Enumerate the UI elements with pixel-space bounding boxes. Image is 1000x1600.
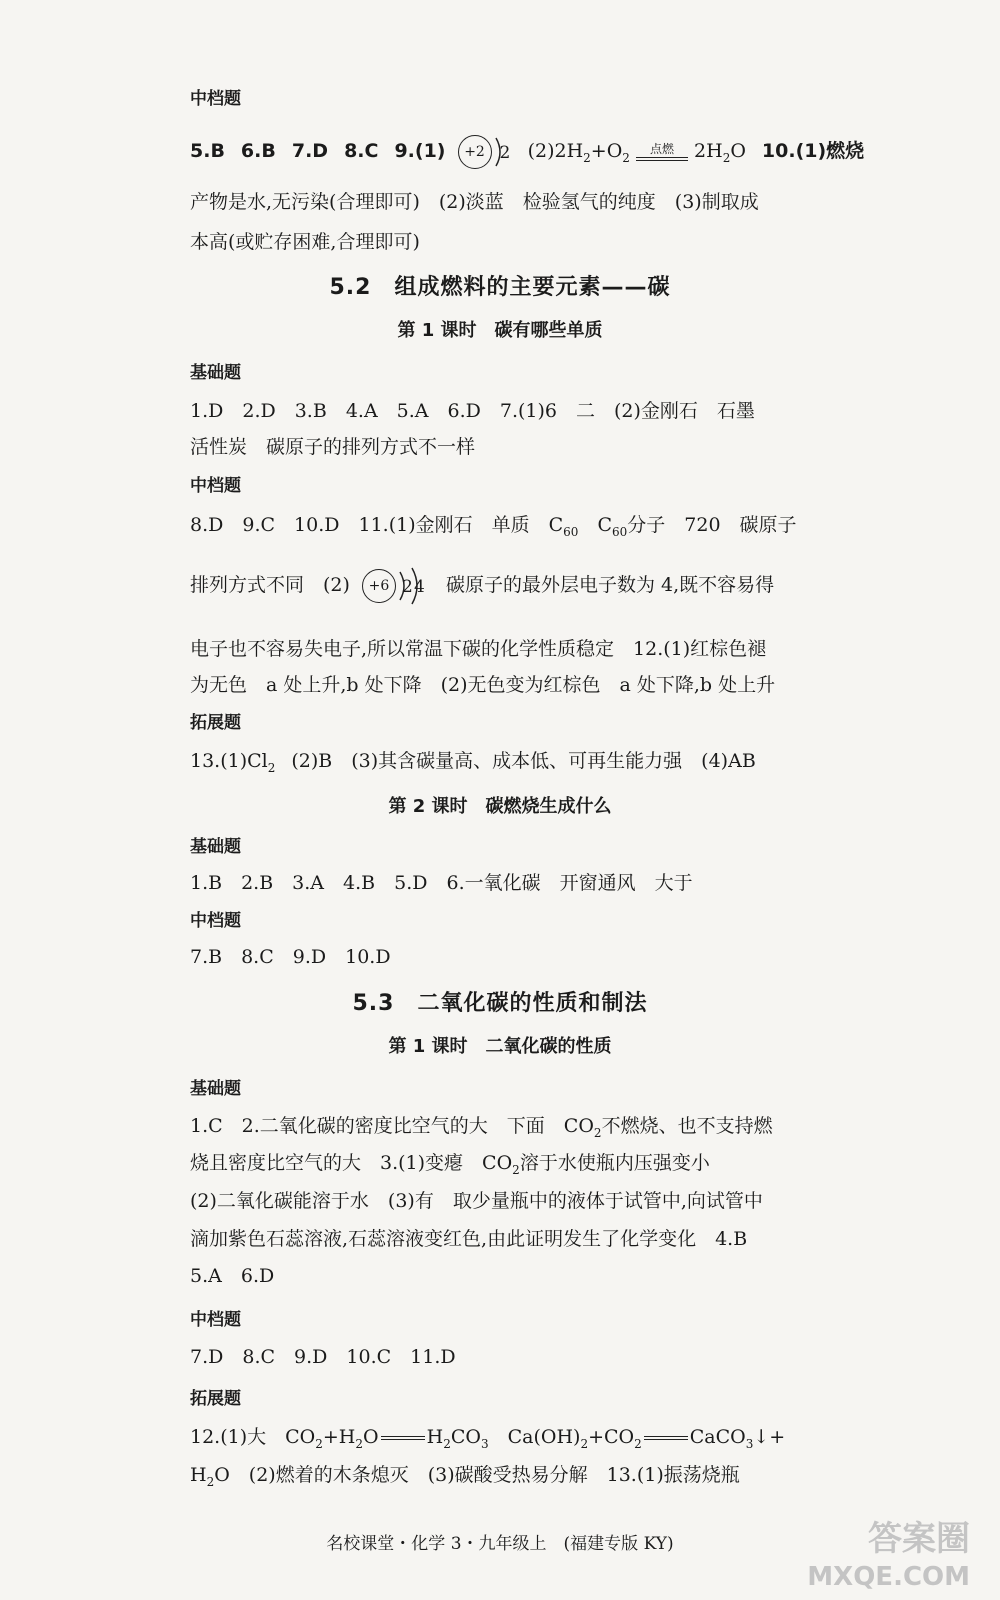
page-footer: 名校课堂・化学 3・九年级上 (福建专版 KY) (326, 1534, 674, 1554)
carbon-atom-diagram: +6 2 4 (356, 566, 440, 606)
watermark-logo: 答案圈 MXQE.COM (807, 1519, 970, 1592)
label-basic: 基础题 (190, 837, 241, 857)
lesson-title-5-3-1: 第 1 课时 二氧化碳的性质 (388, 1036, 612, 1057)
label-mid: 中档题 (190, 89, 241, 109)
section-title-5-2: 5.2 组成燃料的主要元素——碳 (329, 275, 671, 300)
reaction-arrow: 点燃 (636, 143, 688, 161)
s51-mid-line1: 5.B 6.B 7.D 8.C 9.(1) +2 2 $(2)2H_2+O_2$ 点燃 $2H_2O$ 10.(1)燃烧 (190, 132, 864, 172)
label-mid: 中档题 (190, 476, 241, 496)
label-basic: 基础题 (190, 363, 241, 383)
l521-mid-line1: 8.D 9.C 10.D 11.(1)金刚石 单质 $C_{60}$ $C_{60}$分子 720 碳原子 (190, 514, 797, 539)
l531-ext-line1: 12.(1)大 $CO_2+H_2O$ $H_2CO_3$ $Ca(OH)_2+CO_2$ CaCO$_3$↓+ (190, 1426, 786, 1451)
l531-basic-line2: 烧且密度比空气的大 3.(1)变瘪 $CO_2$溶于水使瓶内压强变小 (190, 1152, 710, 1177)
s51-mid-line2: 产物是水,无污染(合理即可) (2)淡蓝 检验氢气的纯度 (3)制取成 (190, 191, 759, 213)
l521-basic-line2: 活性炭 碳原子的排列方式不一样 (190, 436, 476, 458)
l521-basic-line1: 1.D 2.D 3.B 4.A 5.A 6.D 7.(1)6 二 (2)金刚石 石墨 (190, 400, 755, 422)
l522-basic-line1: 1.B 2.B 3.A 4.B 5.D 6.一氧化碳 开窗通风 大于 (190, 872, 693, 894)
l531-basic-line4: 滴加紫色石蕊溶液,石蕊溶液变红色,由此证明发生了化学变化 4.B (190, 1228, 748, 1250)
l531-basic-line3: (2)二氧化碳能溶于水 (3)有 取少量瓶中的液体于试管中,向试管中 (190, 1190, 763, 1212)
equals-sign (644, 1436, 688, 1440)
l531-basic-line5: 5.A 6.D (190, 1265, 275, 1287)
equals-sign (381, 1436, 425, 1440)
l531-mid-line1: 7.D 8.C 9.D 10.C 11.D (190, 1346, 456, 1368)
l521-mid-line3: 电子也不容易失电子,所以常温下碳的化学性质稳定 12.(1)红棕色褪 (190, 638, 767, 660)
label-ext: 拓展题 (190, 713, 241, 733)
s51-mid-line3: 本高(或贮存困难,合理即可) (190, 231, 420, 253)
l522-mid-line1: 7.B 8.C 9.D 10.D (190, 946, 391, 968)
section-title-5-3: 5.3 二氧化碳的性质和制法 (352, 991, 648, 1016)
label-basic: 基础题 (190, 1079, 241, 1099)
l521-mid-line4: 为无色 a 处上升,b 处下降 (2)无色变为红棕色 a 处下降,b 处上升 (190, 674, 776, 696)
l531-basic-line1: 1.C 2.二氧化碳的密度比空气的大 下面 $CO_2$不燃烧、也不支持燃 (190, 1115, 773, 1140)
label-mid: 中档题 (190, 1310, 241, 1330)
hydrogen-atom-diagram: +2 2 (452, 132, 522, 172)
lesson-title-5-2-1: 第 1 课时 碳有哪些单质 (397, 320, 603, 341)
l531-ext-line2: $H_2O$ (2)燃着的木条熄灭 (3)碳酸受热易分解 13.(1)振荡烧瓶 (190, 1464, 740, 1489)
l521-ext-line1: $13.(1)Cl_2$ (2)B (3)其含碳量高、成本低、可再生能力强 (4)AB (190, 750, 756, 775)
l521-mid-line2: 排列方式不同 (2) +6 2 4 碳原子的最外层电子数为 4,既不容易得 (190, 566, 774, 606)
lesson-title-5-2-2: 第 2 课时 碳燃烧生成什么 (388, 796, 612, 817)
label-mid: 中档题 (190, 911, 241, 931)
label-ext: 拓展题 (190, 1389, 241, 1409)
